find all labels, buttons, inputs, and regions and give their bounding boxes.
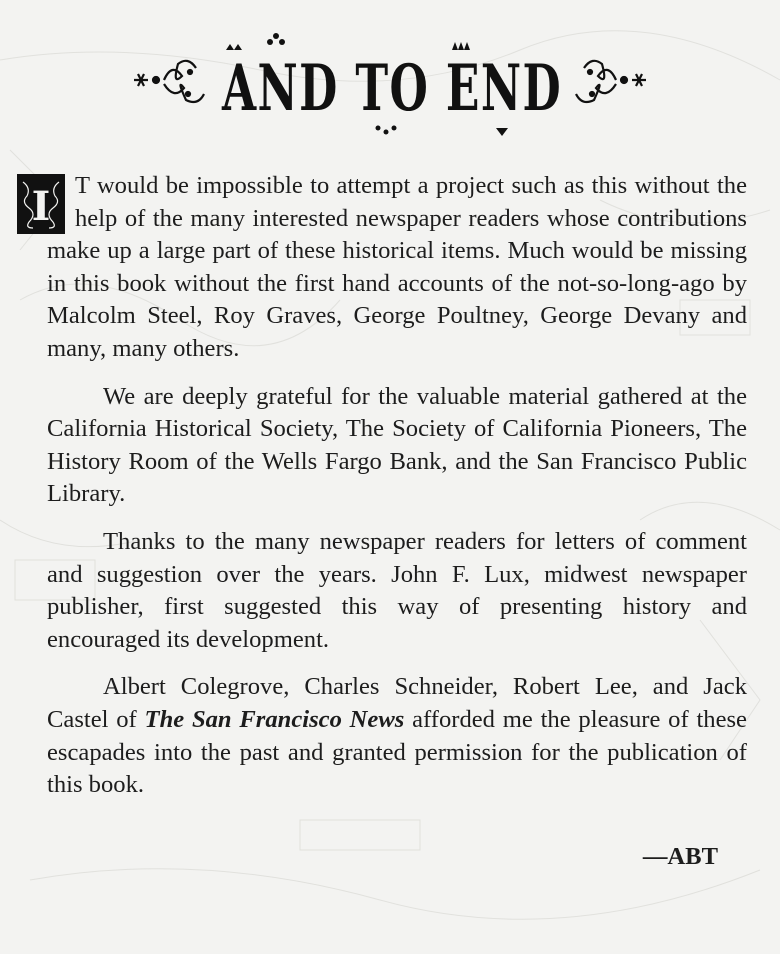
paragraph-4-text-end: afforded me the pleasure of these escapades into the past and granted permission for the publication of this book. bbox=[47, 705, 747, 799]
paragraph-1 bbox=[31, 170, 747, 366]
left-flourish-ornament bbox=[134, 61, 204, 102]
paragraph-4 bbox=[47, 671, 747, 801]
paragraph-2: We are deeply grateful for the valuable material gathered at the California Historical Society, The Society of California Pioneers, The History Room of the Wells Fargo Bank, and the San Francisco Public Library. bbox=[47, 382, 747, 508]
paragraph-1-text: T would be impossible to attempt a project such as this without the help of the many interested newspaper readers whose contributions make up a large part of these historical items. Much would be missing in this book without the first hand accounts of the not-so-long-ago by Malcolm Steel, Roy Graves, George Poultney, George Devany and many, many others. bbox=[47, 172, 747, 362]
heading-title: AND TO END bbox=[221, 51, 562, 126]
ornamental-dropcap bbox=[17, 174, 65, 234]
paragraph-4-text-start: Albert Colegrove, Charles Schneider, Robert Lee, and Jack Castel of bbox=[47, 673, 747, 733]
acknowledgment-text bbox=[31, 170, 747, 802]
chapter-heading bbox=[130, 28, 650, 140]
right-flourish-ornament bbox=[576, 61, 646, 102]
paragraph-3: Thanks to the many newspaper readers for letters of comment and suggestion over the years. John F. Lux, midwest newspaper publisher, first suggested this way of presenting history and encouraged its development. bbox=[47, 527, 747, 653]
dropcap-letter: I bbox=[31, 183, 51, 230]
author-signature: —ABT bbox=[642, 843, 718, 870]
publication-name: The San Francisco News bbox=[144, 705, 405, 733]
